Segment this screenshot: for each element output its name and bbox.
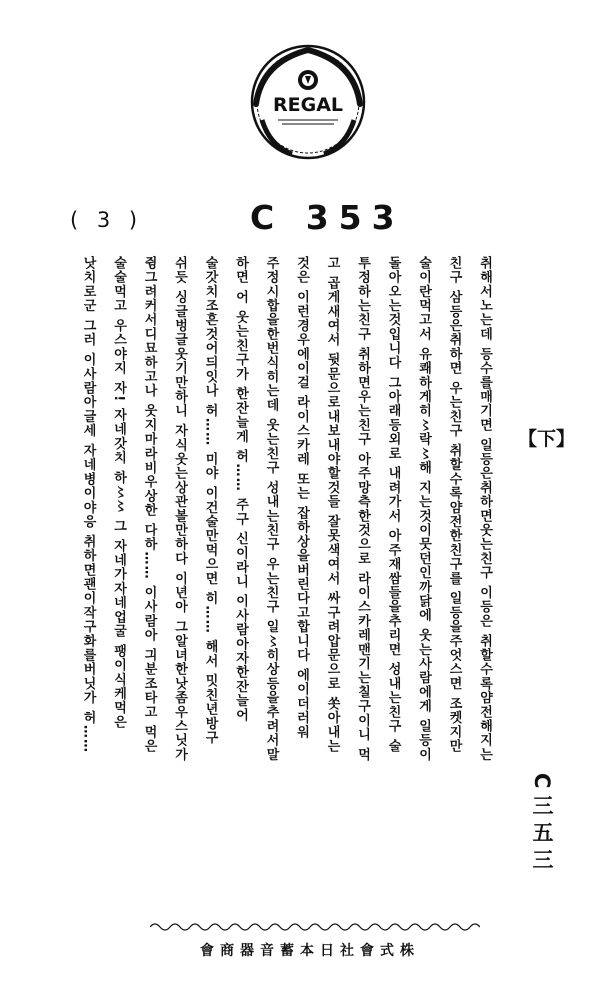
wavy-divider xyxy=(150,920,480,934)
regal-logo xyxy=(248,42,368,162)
lyric-line: 하면 어 웃는친구가 한잔늘게 허…… 주구 신이라니 이사람아자한잔늘어 xyxy=(233,256,248,723)
lyric-line: 고 곱게새여서 뒷문으로내보내야할것들 잘못색여서 싸구려압문으로 쏫아내는 xyxy=(324,256,340,754)
lyric-line: 술술먹고 우스야지 자! 자네갓치 하〻〻 그 자네가자네업굴 팽이식케먹은 xyxy=(111,256,126,730)
catalog-number-vertical: C三五三 xyxy=(530,773,554,876)
lyric-line: 쉬듯 싱글벙글웃기만하니 자식웃는상관볼만하다 이년아 그알녀한낫좀우스닛가 xyxy=(172,256,187,762)
lyric-line: 쥥그려커서디묘하고나 웃지마라비우상한 다하…… 이사람아 긔분조타고 먹은 xyxy=(141,256,157,754)
page-number: ( 3 ) xyxy=(70,208,144,232)
lyric-line: 투정하는친구 취하면우는친구 아주망측한것으로 라이스카레맨기는칠구이니 먹 xyxy=(355,256,370,762)
lyric-line: 술갓치조흔것어듸잇나 허…… 미야 이건술만먹으면 히…… 해서 밋친년방구 xyxy=(202,256,218,745)
lyric-line: 취해서노는데 등수를매기면 일등은취하면웃는친구 이등은 취할수록얌전해지는 xyxy=(477,256,492,762)
lyric-line: 낫치로군 그러 이사람아글세 자네병이야응 취하면괜이작구화를버닛가 허…… xyxy=(80,256,96,754)
lyric-line: 주정시합을한번식히는데 웃는친구 성내는친구 우는친구 일〻히상등을추려서말 xyxy=(263,256,279,762)
lyric-line: 술이란먹고서 유쾌하게히〻락〻해 지는것이뭇던인까닭에 웃는사람에게 일등이 xyxy=(416,256,431,762)
lyrics-text xyxy=(72,256,499,916)
publisher-name: 株式會社日本蓄音器商會 xyxy=(200,943,420,959)
lyric-line: 것은 이런경우에이걸 라이스카레 또는 잡하상을버린다고합니다 에이더러워 xyxy=(294,256,309,740)
lyric-line: 돌아오는것입니다 그아래등외로 내려가서 아주재쌈들을추리면 성내는친구 술 xyxy=(385,256,401,754)
logo-text: REGAL xyxy=(272,94,344,116)
regal-logo-graphic xyxy=(248,42,368,162)
lyric-line: 친구 삼등은취하면 우는친구 취할수록얌전한친구를 일등을주엇스면 조켓지만 xyxy=(446,256,462,754)
part-label: 【下】 xyxy=(518,428,576,450)
catalog-number: C 353 xyxy=(250,198,405,237)
